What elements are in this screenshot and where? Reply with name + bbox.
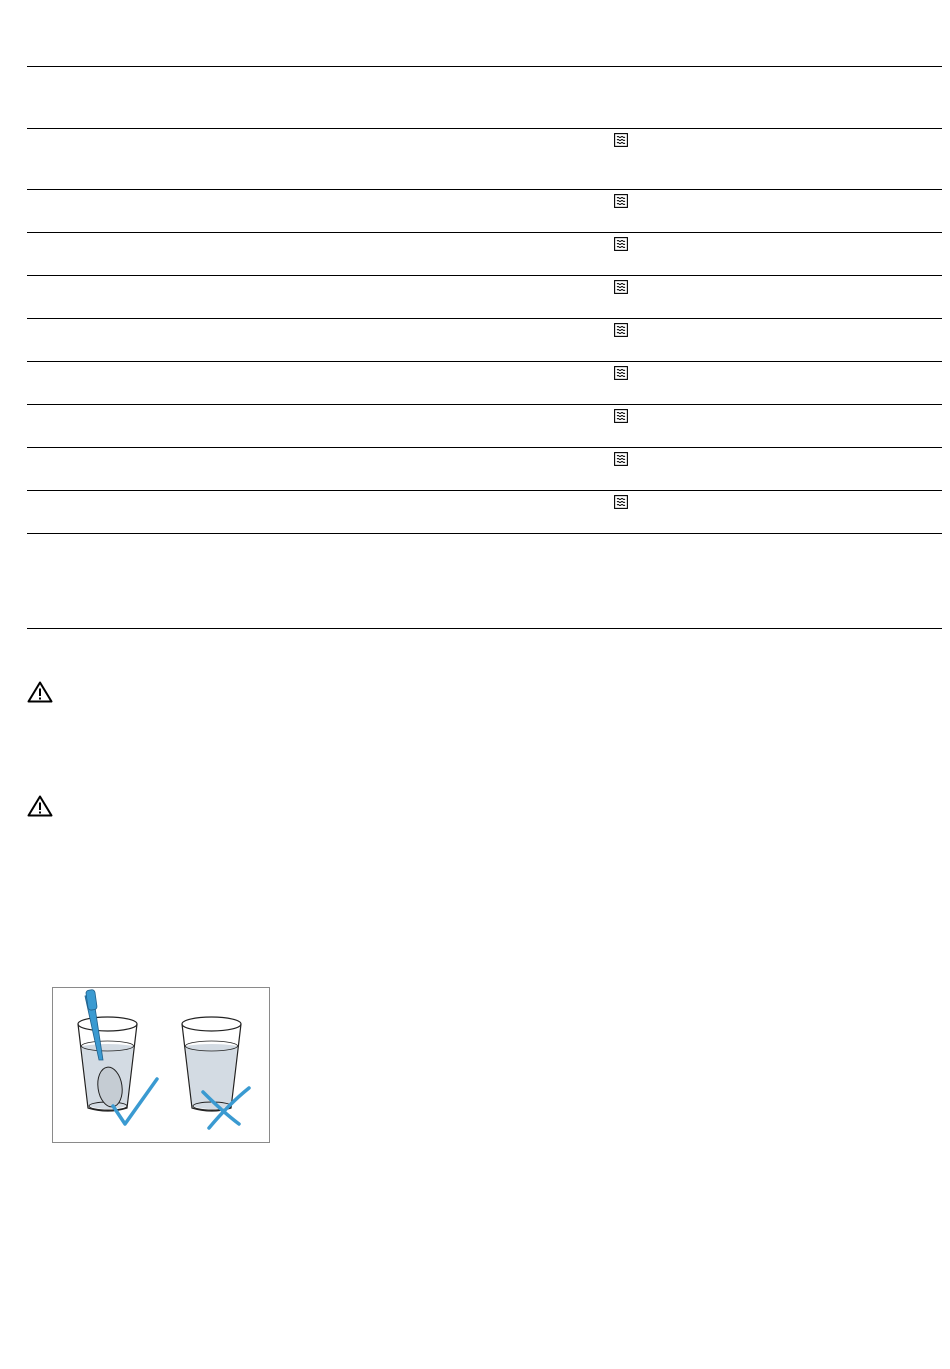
table-rule bbox=[27, 490, 942, 491]
microwave-power-icon bbox=[614, 133, 628, 147]
microwave-power-icon bbox=[614, 280, 628, 294]
table-rule bbox=[27, 232, 942, 233]
spoon-in-glass-figure bbox=[52, 987, 270, 1143]
microwave-power-icon bbox=[614, 366, 628, 380]
glass-with-spoon-icon bbox=[78, 989, 137, 1111]
microwave-power-icon bbox=[614, 495, 628, 509]
microwave-power-icon bbox=[614, 237, 628, 251]
table-rule bbox=[27, 533, 942, 534]
microwave-power-icon bbox=[614, 194, 628, 208]
table-rule-bottom bbox=[27, 628, 942, 629]
table-rule bbox=[27, 447, 942, 448]
table-rule bbox=[27, 361, 942, 362]
table-rule bbox=[27, 189, 942, 190]
warning-triangle-icon bbox=[27, 681, 53, 703]
microwave-power-icon bbox=[614, 323, 628, 337]
table-rule bbox=[27, 275, 942, 276]
microwave-power-icon bbox=[614, 409, 628, 423]
warning-triangle-icon bbox=[27, 795, 53, 817]
table-rule-top bbox=[27, 66, 942, 67]
microwave-power-icon bbox=[614, 452, 628, 466]
table-rule bbox=[27, 318, 942, 319]
table-rule-header-bottom bbox=[27, 128, 942, 129]
glass-without-spoon-icon bbox=[182, 1017, 241, 1111]
table-rule bbox=[27, 404, 942, 405]
spoon-in-glass-illustration bbox=[53, 988, 271, 1144]
